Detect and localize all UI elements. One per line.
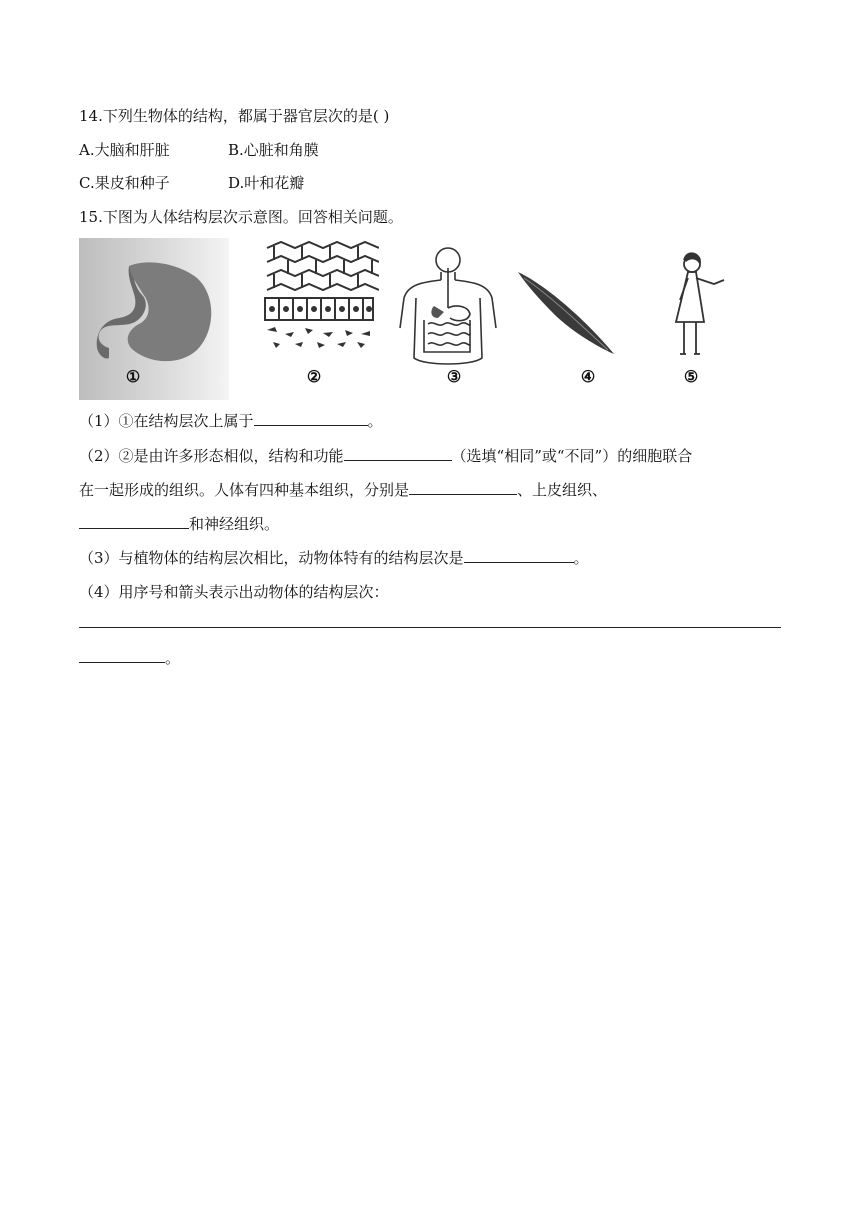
q15-sub4: （4）用序号和箭头表示出动物体的结构层次： — [79, 583, 389, 601]
answer-blank-6[interactable] — [79, 613, 781, 628]
q15-sub1 — [79, 410, 383, 432]
q15-sub4-end: 。 — [165, 649, 181, 667]
q15-sub2-line2 — [79, 479, 607, 501]
body-structure-figure — [79, 238, 729, 400]
q15-sub3-suffix: 。 — [573, 549, 589, 567]
q14-option-b: B.心脏和角膜 — [228, 141, 319, 159]
digestive-system-image — [394, 238, 504, 373]
figure-label-4: ④ — [580, 367, 596, 386]
answer-blank-1[interactable] — [254, 411, 368, 426]
q15-sub3 — [79, 547, 589, 569]
q14-options-row-1 — [79, 139, 319, 161]
q15-stem: 15.下图为人体结构层次示意图。回答相关问题。 — [79, 208, 403, 226]
stomach-image — [79, 238, 229, 400]
q15-sub3-prefix: （3）与植物体的结构层次相比，动物体特有的结构层次是 — [79, 549, 464, 567]
q15-sub2-line1-prefix: （2）②是由许多形态相似，结构和功能 — [79, 447, 344, 465]
q15-sub1-suffix: 。 — [367, 412, 383, 430]
q14-stem: 14.下列生物体的结构，都属于器官层次的是( ) — [79, 107, 390, 125]
answer-blank-4[interactable] — [79, 514, 189, 529]
q15-sub1-prefix: （1）①在结构层次上属于 — [79, 412, 254, 430]
q15-sub4-answer-line — [79, 612, 781, 634]
answer-blank-3[interactable] — [409, 480, 517, 495]
tissue-image — [259, 238, 379, 368]
q14-option-c: C.果皮和种子 — [79, 174, 170, 192]
answer-blank-2[interactable] — [344, 446, 452, 461]
muscle-image — [514, 238, 624, 368]
figure-label-1: ① — [125, 367, 141, 386]
figure-label-2: ② — [306, 367, 322, 386]
q15-sub2-line1-suffix: （选填“相同”或“不同”）的细胞联合 — [451, 447, 693, 465]
q14-option-d: D.叶和花瓣 — [228, 174, 305, 192]
q15-sub4-answer-line-2 — [79, 647, 180, 669]
answer-blank-5[interactable] — [464, 548, 574, 563]
answer-blank-7[interactable] — [79, 648, 165, 663]
q15-sub2-line1 — [79, 445, 692, 467]
figure-label-5: ⑤ — [683, 367, 699, 386]
q15-sub2-line3-suffix: 和神经组织。 — [189, 515, 280, 533]
person-image — [664, 238, 734, 368]
q15-sub2-line3 — [79, 513, 279, 535]
q14-option-a: A.大脑和肝脏 — [79, 141, 170, 159]
q14-options-row-2 — [79, 172, 304, 194]
q15-sub2-line2-suffix: 、上皮组织、 — [517, 481, 608, 499]
q15-sub2-line2-prefix: 在一起形成的组织。人体有四种基本组织，分别是 — [79, 481, 410, 499]
figure-label-3: ③ — [446, 367, 462, 386]
